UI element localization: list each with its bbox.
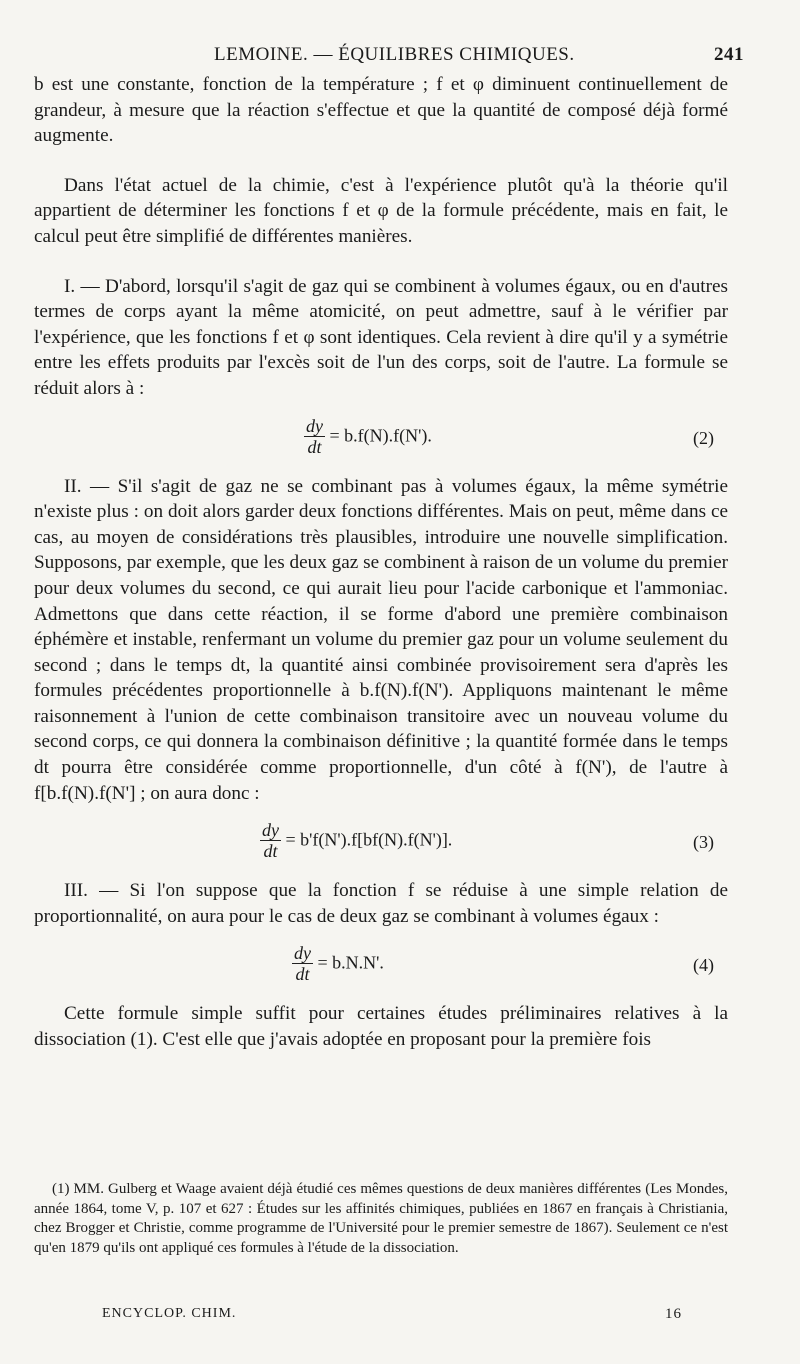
signature-label: ENCYCLOP. CHIM.: [102, 1306, 237, 1321]
equation-4: [34, 939, 728, 993]
equation-2: [34, 412, 728, 466]
fraction: [292, 943, 313, 984]
page-number: 241: [714, 44, 744, 65]
paragraph: Cette formule simple suffit pour certaines études préliminaires relatives à la dissociation (1). C'est elle que j'avais adoptée en proposant pour la première fois: [34, 1003, 728, 1051]
denominator: dt: [295, 964, 310, 985]
equation-rhs: = b.f(N).f(N').: [329, 425, 432, 446]
footnotes: [34, 1180, 728, 1258]
numerator: dy: [306, 415, 323, 436]
signature-number: 16: [665, 1306, 682, 1322]
page-header: [34, 40, 744, 70]
equation-number: (4): [693, 955, 714, 976]
equation-number: (2): [693, 427, 714, 448]
paragraph: Dans l'état actuel de la chimie, c'est à l'expérience plutôt qu'à la théorie qu'il appartient de déterminer les fonctions f et φ de la formule précédente, mais en fait, le calcul peut être simplifié de différentes manières.: [34, 174, 728, 247]
denominator: dt: [307, 436, 322, 457]
footnote: (1) MM. Gulberg et Waage avaient déjà étudié ces mêmes questions de deux manières différentes (Les Mondes, année 1864, tome V, p. 107 et 627 : Études sur les affinités chimiques, publiées en 1867 en français à Christiania, chez Brogger et Christie, comme programme de l'Université pour le premier semestre de 1867). Seulement ce n'est qu'en 1879 qu'ils ont appliqué ces formules à l'étude de la dissociation.: [34, 1181, 728, 1256]
numerator: dy: [262, 820, 279, 841]
running-title: LEMOINE. — ÉQUILIBRES CHIMIQUES.: [214, 44, 575, 65]
paragraph: III. — Si l'on suppose que la fonction f se réduise à une simple relation de proportionnalité, on aura pour le cas de deux gaz se combinant à volumes égaux :: [34, 880, 728, 927]
equation-rhs: = b'f(N').f[bf(N).f(N')].: [285, 829, 453, 850]
paragraph: I. — D'abord, lorsqu'il s'agit de gaz qui se combinent à volumes égaux, ou en d'autres termes de corps ayant la même atomicité, on peut admettre, sauf à le vérifier par l'expérience, que les fonctions f et φ sont identiques. Cela revient à dire qu'il y a symétrie entre les effets produits par l'excès soit de l'un des corps, soit de l'autre. La formule se réduit alors à :: [34, 275, 728, 399]
paragraph: II. — S'il s'agit de gaz ne se combinant pas à volumes égaux, la même symétrie n'existe plus : on doit alors garder deux fonctions différentes. Mais on peut, même dans ce cas, au moyen de considérations très plausibles, introduire une nouvelle simplification. Supposons, par exemple, que les deux gaz se combinent à raison de un volume du premier pour deux volumes du second, ce qui aurait lieu pour l'acide carbonique et l'ammoniac. Admettons que dans cette réaction, il se forme d'abord une première combinaison éphémère et instable, renfermant un volume du premier gaz pour un volume seulement du second ; dans le temps dt, la quantité ainsi combinée provisoirement sera d'après les formules précédentes proportionnelle à b.f(N).f(N'). Appliquons maintenant le même raisonnement à l'union de cette combinaison transitoire avec un nouveau volume du second corps, ce qui donnera la combinaison définitive ; la quantité formée dans le temps dt pourra être considérée comme proportionnelle, d'un côté à f(N'), de l'autre à f[b.f(N).f(N'] ; on aura donc :: [34, 475, 728, 804]
equation-3: [34, 816, 728, 870]
fraction: [304, 416, 325, 457]
equation-number: (3): [693, 832, 714, 853]
paragraph: b est une constante, fonction de la température ; f et φ diminuent continuellement de grandeur, à mesure que la réaction s'effectue et que la quantité de composé déjà formé augmente.: [34, 74, 728, 147]
denominator: dt: [263, 841, 278, 862]
numerator: dy: [294, 943, 311, 964]
main-text: [34, 72, 728, 1053]
fraction: [260, 820, 281, 861]
equation-rhs: = b.N.N'.: [317, 953, 384, 974]
